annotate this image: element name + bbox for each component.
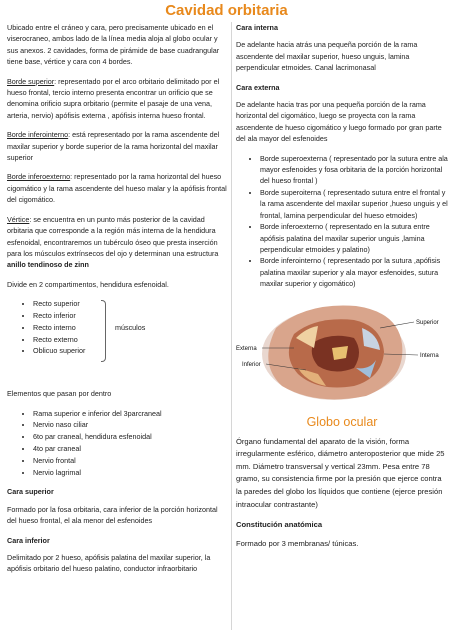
muscles-label: músculos	[115, 323, 146, 333]
list-item: • Recto inferior	[33, 310, 85, 322]
muscles-list	[7, 298, 85, 357]
borde-superior-text: : representado por el arco orbitario delimitado por el hueso frontal, tercio interno presenta encontrar un orificio que se denomina orificio supra orbitario (permite el pasaje de una vena, arteria, nervio) apófisis externa , apófisis interna hueso frontal.	[7, 76, 220, 120]
brace-bracket	[101, 300, 106, 362]
list-item: • Nervio lagrimal	[33, 467, 229, 479]
divide-paragraph: Divide en 2 compartimentos, hendidura esfenoidal.	[7, 279, 169, 289]
vertice-label: Vértice	[7, 214, 30, 224]
list-item: • Recto superior	[33, 298, 85, 310]
borde-inferointerno-paragraph	[7, 129, 229, 163]
muscles-group	[7, 298, 229, 366]
borde-superior-paragraph	[7, 76, 229, 122]
elementos-title: Elementos que pasan por dentro	[7, 389, 112, 399]
list-item: • Nervio frontal	[33, 455, 229, 467]
list-item: • Oblicuo superior	[33, 345, 85, 357]
list-item: • Recto externo	[33, 334, 85, 346]
label-superior: Superior	[416, 319, 439, 326]
cara-externa-title: Cara externa	[236, 82, 280, 92]
right-column	[236, 22, 448, 558]
list-item: • Nervio naso ciliar	[33, 419, 229, 431]
cara-inferior-title: Cara inferior	[7, 535, 50, 545]
vertice-paragraph	[7, 214, 229, 271]
cara-inferior-text: Delimitado por 2 hueso, apófisis palatina del maxilar superior, la apófisis orbitario del hueso palatino, conductor infraorbitario	[7, 552, 211, 574]
borde-inferoexterno-paragraph	[7, 171, 229, 205]
list-item: • Borde inferoexterno ( representado en la sutura entre apófisis palatina del maxilar superior unguis ,lamina perpendicular etmoides y palatino)	[260, 221, 448, 255]
list-item: • Rama superior e inferior del 3parcraneal	[33, 408, 229, 420]
elementos-list	[7, 408, 229, 479]
list-item: • Borde inferointerno ( representado por la sutura ,apófisis palatina maxilar superior y ala mayor esfenoides, sutura maxilar superior y cigomático)	[260, 255, 448, 289]
constitucion-title: Constitución anatómica	[236, 520, 323, 530]
constitucion-text: Formado por 3 membranas/ túnicas.	[236, 538, 359, 548]
borde-superior-label: Borde superior	[7, 76, 55, 86]
cara-superior-title: Cara superior	[7, 487, 54, 497]
borde-inferointerno-text: : está representado por la rama ascendente del maxilar superior y borde superior de la rama horizontal del maxilar superior	[7, 130, 220, 163]
vertice-text: : se encuentra en un punto más posterior de la cavidad orbitaria que corresponde a la región más interna de la hendidura esfenoidal, encontraremos un tubérculo óseo que presta inserción para los músculos extrínsecos del ojo y determinan una estructura	[7, 214, 219, 258]
bordes-list	[236, 153, 448, 290]
cara-superior-text: Formado por la fosa orbitaria, cara inferior de la porción horizontal del hueso frontal, el ala menor del esfenoides	[7, 504, 218, 526]
column-divider	[231, 22, 232, 630]
label-interna: Interna	[420, 352, 439, 359]
cara-externa-text: De adelante hacia tras por una pequeña porción de la rama horizontal del cigomático, luego se proyecta con la rama ascendente de hueso cigomático y luego formado por gran parte del ala mayor del esfenoides	[236, 100, 442, 144]
list-item: • 6to par craneal, hendidura esfenoidal	[33, 431, 229, 443]
list-item: • Borde superoiterna ( representado sutura entre el frontal y la rama ascendente del maxilar superior ,hueso unguis y el frontal, lamina perpendicular del hueso etmoides)	[260, 187, 448, 221]
page-title: Cavidad orbitaria	[165, 2, 288, 19]
borde-inferointerno-label: Borde inferointerno	[7, 130, 69, 140]
orbit-image	[236, 298, 448, 406]
borde-inferoexterno-text: : representado por la rama horizontal del hueso cigomático y la rama ascendente del hueso malar y la apófisis frontal del cigomático.	[7, 172, 227, 205]
label-inferior: Inferior	[242, 361, 261, 368]
intro-paragraph: Ubicado entre el cráneo y cara, pero precisamente ubicado en el viserocraneo, ambos lado de la línea media aloja al globo ocular y sus anexos. 2 cavidades, forma de pirámide de base cuadrangular tiene base, vértice y cara con 4 bordes.	[7, 23, 220, 67]
list-item: • 4to par craneal	[33, 443, 229, 455]
cara-interna-text: De adelante hacia atrás una pequeña porción de la rama ascendente del maxilar superior, hueso unguis, lamina perpendicular etmoides. Canal lacrimonasal	[236, 40, 418, 73]
cara-interna-title: Cara interna	[236, 23, 278, 32]
globo-text: Órgano fundamental del aparato de la visión, forma irregularmente esférico, diámetro anteroposterior que mide 25 mm. Diámetro transversal y vertical 23mm. Pesa entre 78 gramo, su consistencia firme por la presión que ejerce contra la paredes del globo los líquidos que contiene (ejerce presión intraocular contrastante)	[236, 436, 445, 509]
borde-inferoexterno-label: Borde inferoexterno	[7, 172, 71, 182]
list-item: • Recto interno	[33, 322, 85, 334]
left-column	[7, 22, 229, 583]
vertice-bold: anillo tendinoso de zinn	[7, 260, 89, 270]
globo-title: Globo ocular	[306, 414, 378, 429]
orbit-illustration	[236, 298, 448, 406]
label-externa: Externa	[236, 345, 257, 352]
list-item: • Borde superoexterna ( representado por la sutura entre ala mayor esfenoides y fosa orbitaria de la porción horizontal del hueso frontal )	[260, 153, 448, 187]
